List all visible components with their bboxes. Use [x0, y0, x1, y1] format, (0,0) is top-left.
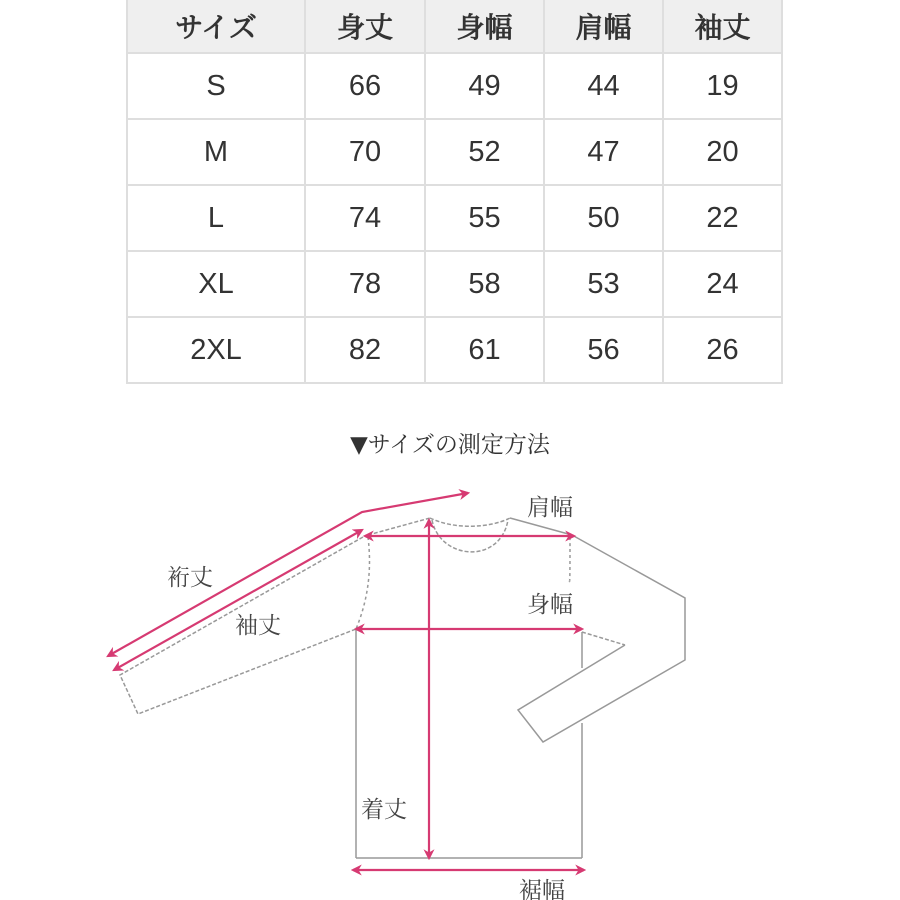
table-row [127, 53, 782, 119]
cell-body-width: 49 [425, 53, 544, 119]
table-row [127, 251, 782, 317]
sleeve-arrow [114, 530, 362, 670]
cell-body-length: 82 [305, 317, 425, 383]
label-shoulder: 肩幅 [527, 495, 573, 521]
table-row [127, 185, 782, 251]
cell-shoulder-width: 50 [544, 185, 663, 251]
header-body-length: 身丈 [305, 0, 425, 53]
cell-size: 2XL [127, 317, 305, 383]
cell-sleeve-length: 20 [663, 119, 782, 185]
label-body-length: 着丈 [361, 797, 407, 823]
label-sleeve: 袖丈 [235, 613, 281, 639]
cell-sleeve-length: 26 [663, 317, 782, 383]
cell-size: XL [127, 251, 305, 317]
size-table [126, 0, 783, 384]
header-shoulder-width: 肩幅 [544, 0, 663, 53]
label-hem-width: 裾幅 [519, 878, 565, 900]
cell-body-length: 70 [305, 119, 425, 185]
cell-body-length: 74 [305, 185, 425, 251]
label-body-width: 身幅 [527, 592, 573, 618]
cell-shoulder-width: 56 [544, 317, 663, 383]
cell-body-width: 55 [425, 185, 544, 251]
measurement-title: ▼サイズの測定方法 [350, 432, 550, 458]
cell-body-width: 52 [425, 119, 544, 185]
cell-sleeve-length: 24 [663, 251, 782, 317]
cell-shoulder-width: 44 [544, 53, 663, 119]
cell-shoulder-width: 53 [544, 251, 663, 317]
table-row [127, 119, 782, 185]
cell-size: M [127, 119, 305, 185]
yuki-arrow [108, 493, 468, 656]
cell-body-length: 78 [305, 251, 425, 317]
cell-body-width: 58 [425, 251, 544, 317]
table-row [127, 317, 782, 383]
measurement-diagram [0, 470, 900, 900]
header-size: サイズ [127, 0, 305, 53]
label-yuki: 裄丈 [167, 565, 213, 591]
header-sleeve-length: 袖丈 [663, 0, 782, 53]
cell-body-width: 61 [425, 317, 544, 383]
table-header-row [127, 0, 782, 53]
cell-body-length: 66 [305, 53, 425, 119]
cell-size: L [127, 185, 305, 251]
header-body-width: 身幅 [425, 0, 544, 53]
cell-sleeve-length: 22 [663, 185, 782, 251]
cell-shoulder-width: 47 [544, 119, 663, 185]
cell-sleeve-length: 19 [663, 53, 782, 119]
cell-size: S [127, 53, 305, 119]
